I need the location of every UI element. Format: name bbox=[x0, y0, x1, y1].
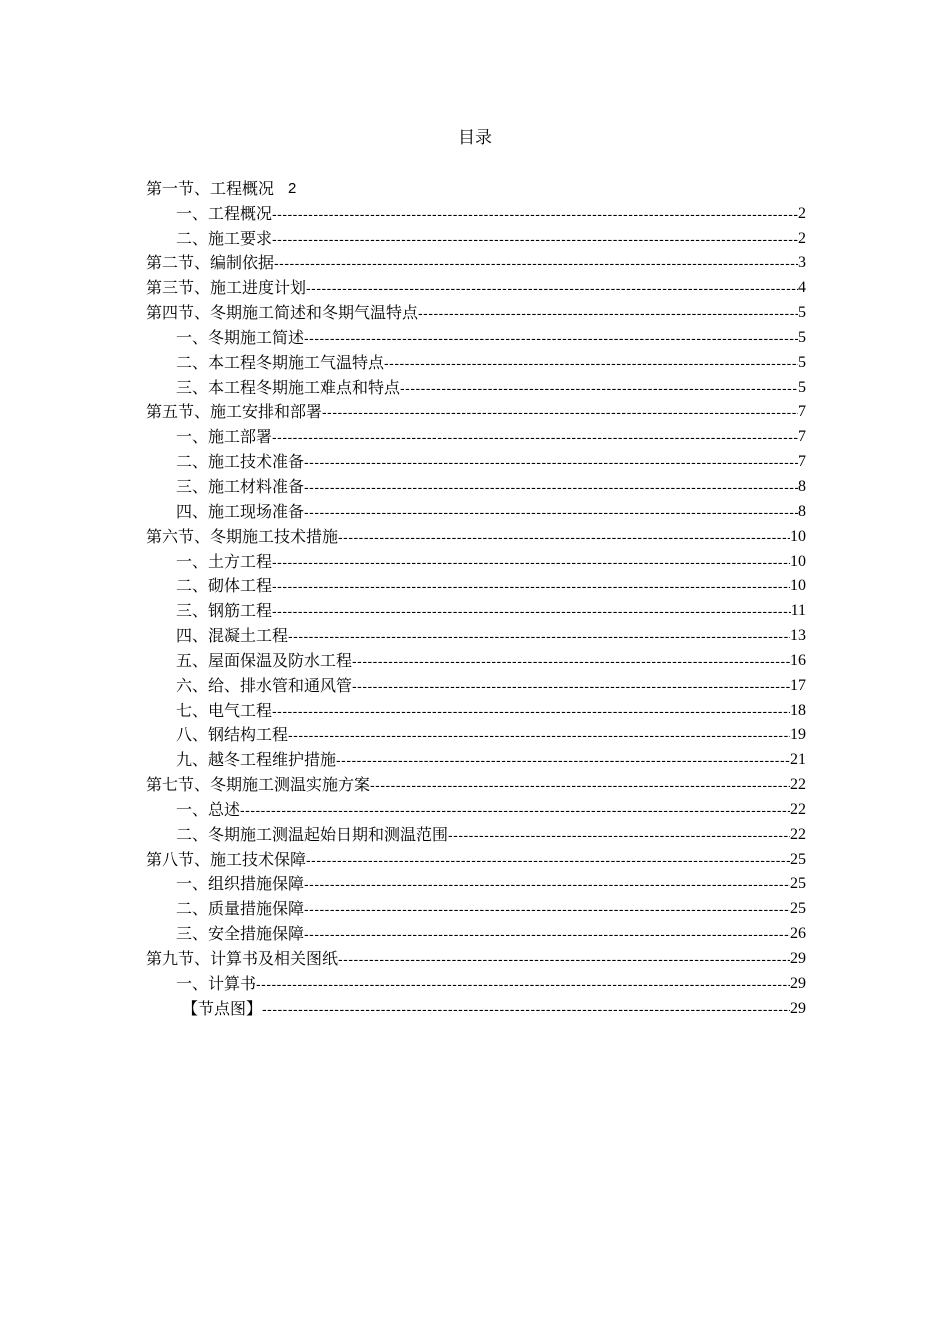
toc-entry-label: 二、本工程冬期施工气温特点 bbox=[176, 352, 385, 372]
toc-entry[interactable] bbox=[146, 324, 806, 349]
toc-entry[interactable] bbox=[146, 374, 806, 399]
toc-dot-leader bbox=[272, 575, 790, 597]
toc-entry-page-number: 7 bbox=[798, 403, 806, 421]
toc-entry-label: 四、施工现场准备 bbox=[176, 501, 305, 521]
toc-entry[interactable] bbox=[146, 274, 806, 299]
toc-entry[interactable] bbox=[146, 722, 806, 747]
toc-entry[interactable] bbox=[146, 299, 806, 324]
toc-entry-page-number: 2 bbox=[288, 179, 297, 197]
toc-entry-label: 一、土方工程 bbox=[176, 551, 273, 571]
toc-entry-label: 二、施工要求 bbox=[176, 228, 273, 248]
toc-dot-leader bbox=[272, 551, 790, 573]
toc-entry-page-number: 21 bbox=[790, 751, 806, 769]
toc-entry[interactable] bbox=[146, 871, 806, 896]
toc-dot-leader bbox=[338, 948, 790, 970]
toc-entry-label: 第四节、冬期施工简述和冬期气温特点 bbox=[146, 303, 419, 323]
toc-entry[interactable] bbox=[146, 895, 806, 920]
toc-dot-leader bbox=[448, 824, 790, 846]
toc-entry-page-number: 29 bbox=[790, 999, 806, 1017]
toc-dot-leader bbox=[288, 724, 790, 746]
toc-entry-page-number: 17 bbox=[790, 676, 806, 694]
toc-entry-page-number: 22 bbox=[790, 800, 806, 818]
toc-dot-leader bbox=[272, 228, 798, 250]
toc-entry-label: 二、砌体工程 bbox=[176, 576, 273, 596]
toc-entry[interactable] bbox=[146, 448, 806, 473]
toc-entry-page-number: 7 bbox=[798, 428, 806, 446]
toc-entry-page-number: 13 bbox=[790, 627, 806, 645]
toc-dot-leader bbox=[352, 675, 790, 697]
toc-entry-page-number: 5 bbox=[798, 353, 806, 371]
toc-entry[interactable] bbox=[146, 746, 806, 771]
toc-dot-leader bbox=[418, 302, 798, 324]
toc-entry-label: 七、电气工程 bbox=[176, 700, 273, 720]
toc-entry-page-number: 22 bbox=[790, 776, 806, 794]
toc-dot-leader bbox=[262, 998, 790, 1020]
toc-entry[interactable] bbox=[146, 920, 806, 945]
toc-dot-leader bbox=[256, 973, 790, 995]
toc-entry[interactable] bbox=[146, 995, 806, 1020]
table-of-contents bbox=[146, 175, 806, 1020]
toc-entry-page-number: 11 bbox=[790, 602, 806, 620]
toc-entry-label: 六、给、排水管和通风管 bbox=[176, 675, 353, 695]
toc-entry-label: 三、本工程冬期施工难点和特点 bbox=[176, 377, 401, 397]
toc-dot-leader bbox=[384, 352, 798, 374]
toc-entry-page-number: 2 bbox=[798, 204, 806, 222]
toc-entry[interactable] bbox=[146, 548, 806, 573]
toc-dot-leader bbox=[370, 774, 790, 796]
toc-entry[interactable] bbox=[146, 473, 806, 498]
toc-entry-page-number: 3 bbox=[798, 254, 806, 272]
toc-title: 目录 bbox=[458, 128, 492, 148]
toc-entry-page-number: 5 bbox=[798, 328, 806, 346]
toc-entry[interactable] bbox=[146, 796, 806, 821]
toc-entry-page-number: 25 bbox=[790, 900, 806, 918]
toc-entry[interactable] bbox=[146, 697, 806, 722]
toc-entry[interactable] bbox=[146, 423, 806, 448]
toc-entry-page-number: 5 bbox=[798, 378, 806, 396]
toc-entry-page-number: 4 bbox=[798, 279, 806, 297]
toc-entry-page-number: 25 bbox=[790, 875, 806, 893]
toc-entry-page-number: 26 bbox=[790, 925, 806, 943]
toc-entry[interactable] bbox=[146, 175, 806, 200]
toc-dot-leader bbox=[272, 700, 790, 722]
toc-entry[interactable] bbox=[146, 672, 806, 697]
toc-entry-label: 一、施工部署 bbox=[176, 427, 273, 447]
toc-entry-page-number: 2 bbox=[798, 229, 806, 247]
toc-entry-label: 第一节、工程概况 bbox=[146, 178, 275, 198]
toc-dot-leader bbox=[336, 749, 790, 771]
toc-entry-label: 二、质量措施保障 bbox=[176, 899, 305, 919]
toc-dot-leader bbox=[304, 873, 790, 895]
toc-dot-leader bbox=[304, 476, 798, 498]
toc-dot-leader bbox=[272, 426, 798, 448]
toc-entry-page-number: 19 bbox=[790, 726, 806, 744]
toc-dot-leader bbox=[306, 849, 790, 871]
toc-entry-label: 五、屋面保温及防水工程 bbox=[176, 650, 353, 670]
toc-entry-label: 三、施工材料准备 bbox=[176, 476, 305, 496]
toc-entry[interactable] bbox=[146, 523, 806, 548]
toc-entry[interactable] bbox=[146, 573, 806, 598]
toc-entry[interactable] bbox=[146, 349, 806, 374]
toc-entry-label: 一、计算书 bbox=[176, 973, 257, 993]
toc-entry-page-number: 8 bbox=[798, 477, 806, 495]
toc-entry-label: 四、混凝土工程 bbox=[176, 626, 289, 646]
toc-entry[interactable] bbox=[146, 399, 806, 424]
toc-dot-leader bbox=[322, 401, 798, 423]
toc-dot-leader bbox=[304, 501, 798, 523]
toc-entry-label: 一、组织措施保障 bbox=[176, 874, 305, 894]
toc-entry[interactable] bbox=[146, 945, 806, 970]
toc-entry-label: 三、安全措施保障 bbox=[176, 924, 305, 944]
toc-entry[interactable] bbox=[146, 250, 806, 275]
toc-dot-leader bbox=[274, 252, 798, 274]
toc-dot-leader bbox=[288, 625, 790, 647]
toc-entry-label: 九、越冬工程维护措施 bbox=[176, 750, 337, 770]
toc-entry-label: 第九节、计算书及相关图纸 bbox=[146, 949, 339, 968]
toc-entry-label: 一、工程概况 bbox=[176, 203, 273, 223]
toc-entry-page-number: 29 bbox=[790, 950, 806, 967]
toc-entry-page-number: 10 bbox=[790, 577, 806, 595]
toc-dot-leader bbox=[304, 923, 790, 945]
toc-entry[interactable] bbox=[146, 200, 806, 225]
toc-entry-label: 第八节、施工技术保障 bbox=[146, 849, 307, 869]
toc-entry-page-number: 8 bbox=[798, 502, 806, 520]
toc-entry-label: 三、钢筋工程 bbox=[176, 601, 273, 621]
toc-entry-page-number: 29 bbox=[790, 974, 806, 992]
toc-dot-leader bbox=[306, 277, 798, 299]
toc-entry-label: 二、冬期施工测温起始日期和测温范围 bbox=[176, 824, 449, 844]
toc-dot-leader bbox=[272, 203, 798, 225]
toc-entry-page-number: 16 bbox=[790, 651, 806, 669]
toc-dot-leader bbox=[304, 451, 798, 473]
toc-entry-label: 第七节、冬期施工测温实施方案 bbox=[146, 775, 371, 795]
toc-entry-label: 一、冬期施工简述 bbox=[176, 327, 305, 347]
toc-entry-label: 二、施工技术准备 bbox=[176, 452, 305, 472]
toc-entry[interactable] bbox=[146, 622, 806, 647]
toc-entry[interactable] bbox=[146, 647, 806, 672]
toc-entry[interactable] bbox=[146, 970, 806, 995]
toc-entry-label: 一、总述 bbox=[176, 799, 241, 819]
toc-entry[interactable] bbox=[146, 771, 806, 796]
toc-entry-page-number: 10 bbox=[790, 552, 806, 570]
toc-entry-label: 第六节、冬期施工技术措施 bbox=[146, 526, 339, 546]
toc-dot-leader bbox=[272, 600, 791, 622]
toc-entry[interactable] bbox=[146, 846, 806, 871]
toc-entry-label: 第二节、编制依据 bbox=[146, 253, 275, 273]
toc-entry-page-number: 10 bbox=[790, 527, 806, 545]
toc-dot-leader bbox=[304, 327, 798, 349]
toc-entry[interactable] bbox=[146, 821, 806, 846]
toc-entry-page-number: 5 bbox=[798, 304, 806, 322]
toc-entry[interactable] bbox=[146, 498, 806, 523]
toc-entry-page-number: 18 bbox=[790, 701, 806, 719]
toc-entry-label: 【节点图】 bbox=[182, 998, 263, 1018]
toc-entry[interactable] bbox=[146, 597, 806, 622]
toc-dot-leader bbox=[304, 898, 790, 920]
toc-entry-label: 第五节、施工安排和部署 bbox=[146, 402, 323, 422]
toc-dot-leader bbox=[352, 650, 790, 672]
toc-entry-page-number: 22 bbox=[790, 825, 806, 843]
toc-dot-leader bbox=[400, 377, 798, 399]
toc-entry-label: 八、钢结构工程 bbox=[176, 725, 289, 745]
toc-entry-label: 第三节、施工进度计划 bbox=[146, 278, 307, 298]
toc-entry-page-number: 7 bbox=[798, 453, 806, 471]
toc-dot-leader bbox=[240, 799, 790, 821]
toc-entry[interactable] bbox=[146, 225, 806, 250]
toc-entry-page-number: 25 bbox=[790, 850, 806, 868]
toc-dot-leader bbox=[338, 526, 790, 548]
